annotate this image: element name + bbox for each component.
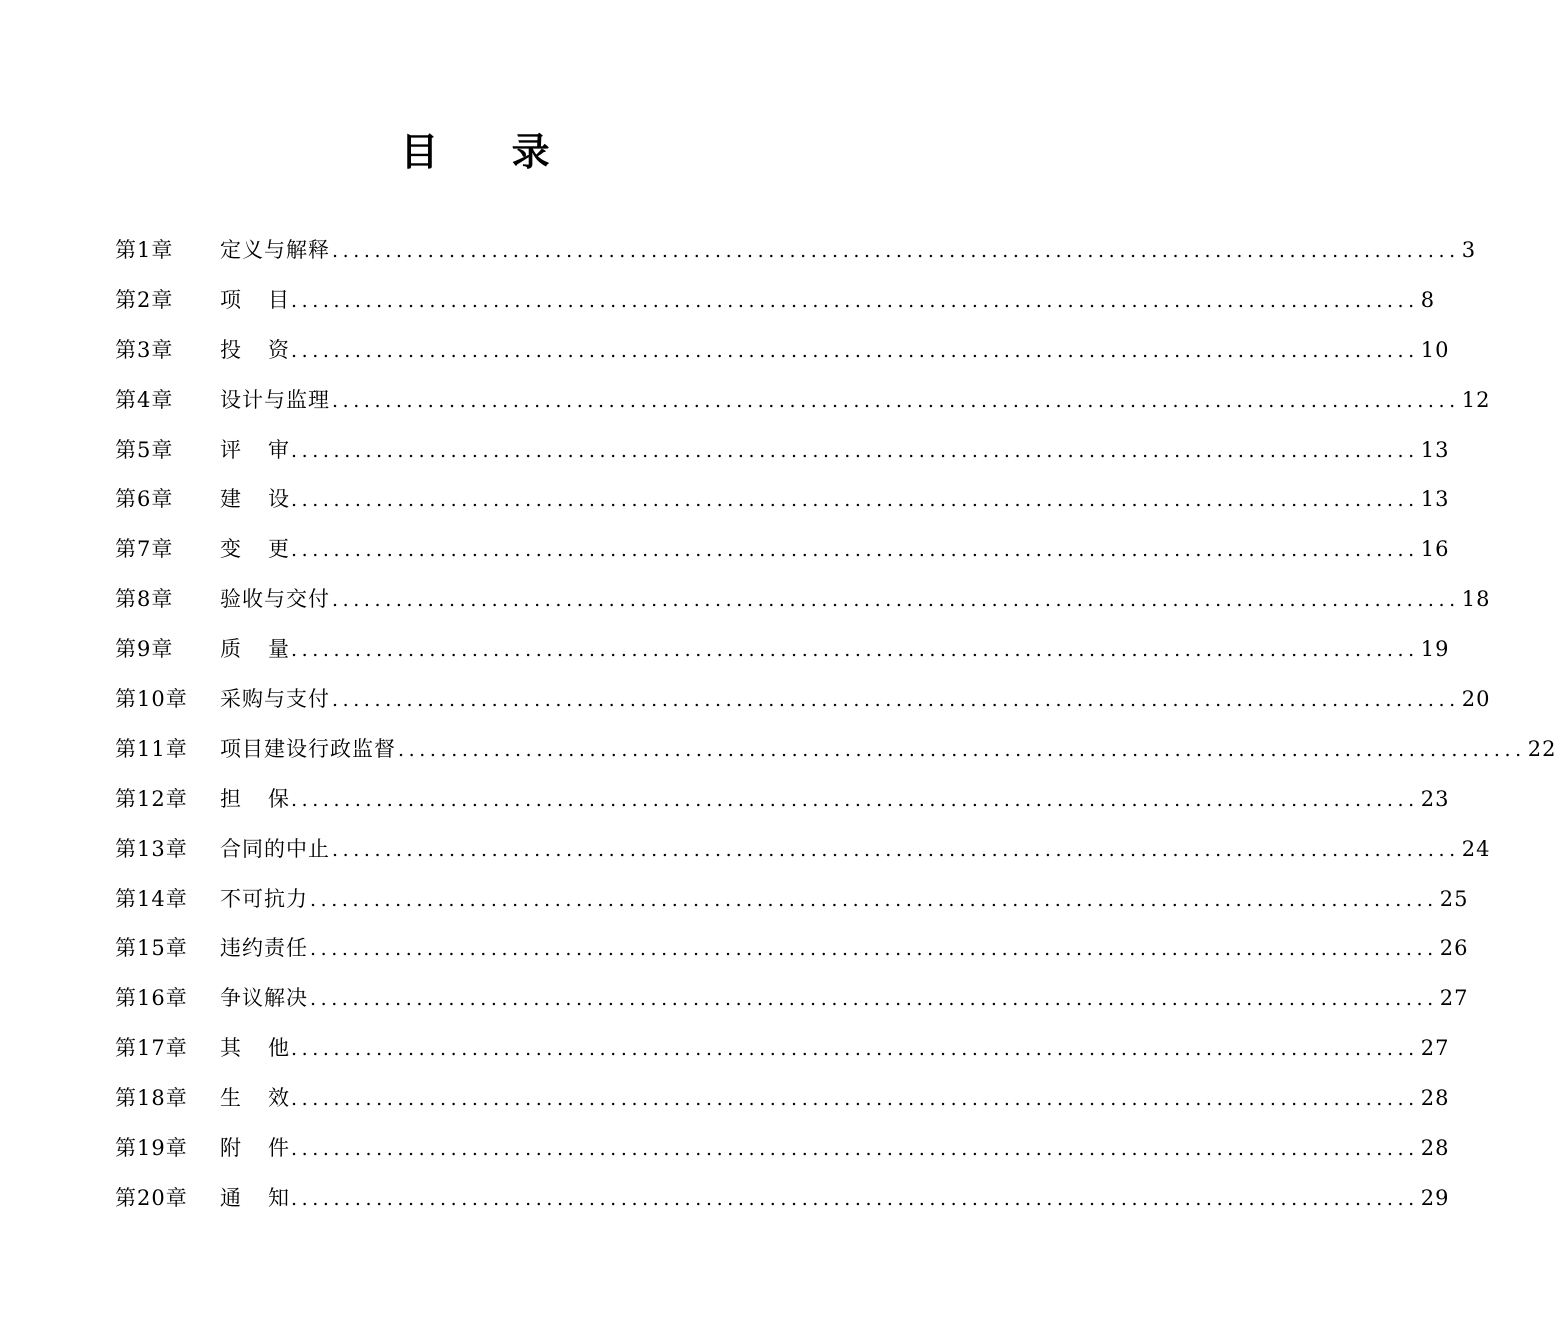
toc-dot-leader: .......................................................................................................... — [291, 788, 1419, 811]
toc-entry[interactable] — [115, 276, 1436, 326]
toc-entry[interactable] — [115, 875, 1469, 925]
toc-entry[interactable] — [115, 775, 1450, 825]
toc-page-number: 23 — [1420, 786, 1450, 811]
toc-entry[interactable] — [115, 1024, 1450, 1074]
toc-entry[interactable] — [115, 326, 1450, 376]
toc-chapter-number: 第17章 — [115, 1036, 188, 1061]
toc-page-number: 10 — [1420, 337, 1450, 362]
toc-chapter-title: 投资 — [220, 337, 316, 362]
toc-page-number: 8 — [1420, 287, 1436, 312]
toc-chapter-number: 第6章 — [115, 487, 174, 512]
toc-dot-leader: .......................................................................................................... — [291, 1187, 1419, 1210]
toc-page-number: 3 — [1461, 238, 1477, 262]
toc-chapter-title: 项目建设行政监督 — [220, 736, 396, 761]
toc-title: 目 录 — [400, 130, 580, 174]
toc-page-number: 18 — [1461, 587, 1491, 612]
toc-page-number: 26 — [1439, 936, 1469, 961]
toc-entry[interactable] — [115, 1174, 1450, 1224]
toc-dot-leader: .......................................................................................................... — [332, 689, 1460, 712]
toc-dot-leader: .......................................................................................................... — [291, 639, 1419, 662]
toc-chapter-title: 违约责任 — [220, 936, 308, 961]
toc-dot-leader: .......................................................................................................... — [332, 389, 1460, 412]
toc-dot-leader: .......................................................................................................... — [291, 339, 1419, 362]
toc-dot-leader: .......................................................................................................... — [291, 489, 1419, 512]
toc-chapter-title: 验收与交付 — [220, 587, 330, 612]
toc-page-number: 13 — [1420, 437, 1450, 462]
toc-chapter-number: 第11章 — [115, 736, 188, 761]
toc-chapter-title: 项目 — [220, 287, 316, 312]
toc-page-number: 24 — [1461, 836, 1491, 861]
toc-entry[interactable] — [115, 725, 1557, 775]
toc-dot-leader: .......................................................................................................... — [291, 439, 1419, 462]
toc-chapter-number: 第18章 — [115, 1086, 188, 1111]
toc-chapter-number: 第12章 — [115, 786, 188, 811]
toc-dot-leader: .......................................................................................................... — [332, 589, 1460, 612]
toc-chapter-title: 定义与解释 — [220, 238, 330, 262]
toc-chapter-title: 其他 — [220, 1036, 316, 1061]
toc-entry[interactable] — [115, 1124, 1450, 1174]
toc-chapter-title: 不可抗力 — [220, 886, 308, 911]
toc-chapter-title: 生效 — [220, 1086, 316, 1111]
toc-chapter-title: 附件 — [220, 1136, 316, 1161]
toc-page-number: 28 — [1420, 1086, 1450, 1111]
toc-chapter-number: 第14章 — [115, 886, 188, 911]
toc-entry[interactable] — [115, 924, 1469, 974]
toc-page-number: 22 — [1527, 736, 1557, 761]
toc-chapter-number: 第2章 — [115, 287, 174, 312]
toc-entry[interactable] — [115, 575, 1491, 625]
toc-chapter-number: 第3章 — [115, 337, 174, 362]
toc-chapter-number: 第20章 — [115, 1185, 188, 1210]
toc-dot-leader: .......................................................................................................... — [291, 1088, 1419, 1111]
toc-chapter-title: 采购与支付 — [220, 687, 330, 712]
toc-chapter-number: 第15章 — [115, 936, 188, 961]
toc-entry[interactable] — [115, 475, 1450, 525]
toc-page-number: 29 — [1420, 1185, 1450, 1210]
toc-entry[interactable] — [115, 525, 1450, 575]
toc-chapter-number: 第8章 — [115, 587, 174, 612]
toc-page-number: 28 — [1420, 1136, 1450, 1161]
toc-chapter-title: 担保 — [220, 786, 316, 811]
toc-entry[interactable] — [115, 426, 1450, 476]
toc-page-number: 19 — [1420, 637, 1450, 662]
toc-chapter-title: 通知 — [220, 1185, 316, 1210]
toc-chapter-title: 设计与监理 — [220, 387, 330, 412]
toc-chapter-title: 合同的中止 — [220, 836, 330, 861]
toc-entry[interactable] — [115, 675, 1491, 725]
toc-chapter-title: 建设 — [220, 487, 316, 512]
toc-page-number: 25 — [1439, 886, 1469, 911]
toc-chapter-number: 第13章 — [115, 836, 188, 861]
toc-dot-leader: .......................................................................................................... — [332, 838, 1460, 861]
toc-chapter-number: 第4章 — [115, 387, 174, 412]
toc-chapter-number: 第16章 — [115, 986, 188, 1011]
toc-chapter-title: 评审 — [220, 437, 316, 462]
toc-chapter-number: 第19章 — [115, 1136, 188, 1161]
toc-dot-leader: .......................................................................................................... — [310, 988, 1438, 1011]
toc-dot-leader: .......................................................................................................... — [291, 539, 1419, 562]
toc-page-number: 27 — [1439, 986, 1469, 1011]
toc-list — [115, 226, 1557, 1224]
toc-page-number: 20 — [1461, 687, 1491, 712]
toc-dot-leader: .......................................................................................................... — [291, 1038, 1419, 1061]
toc-page-number: 27 — [1420, 1036, 1450, 1061]
toc-chapter-title: 争议解决 — [220, 986, 308, 1011]
toc-chapter-number: 第7章 — [115, 537, 174, 562]
toc-chapter-number: 第5章 — [115, 437, 174, 462]
toc-dot-leader: .......................................................................................................... — [310, 888, 1438, 911]
toc-dot-leader: .......................................................................................................... — [291, 289, 1419, 312]
toc-dot-leader: .......................................................................................................... — [398, 738, 1526, 761]
toc-chapter-number: 第9章 — [115, 637, 174, 662]
toc-entry[interactable] — [115, 226, 1477, 276]
toc-entry[interactable] — [115, 376, 1491, 426]
toc-chapter-number: 第1章 — [115, 238, 174, 262]
toc-page-number: 16 — [1420, 537, 1450, 562]
toc-entry[interactable] — [115, 625, 1450, 675]
toc-dot-leader: .......................................................................................................... — [332, 240, 1460, 262]
toc-dot-leader: .......................................................................................................... — [310, 938, 1438, 961]
toc-dot-leader: .......................................................................................................... — [291, 1138, 1419, 1161]
toc-entry[interactable] — [115, 1074, 1450, 1124]
toc-chapter-title: 质量 — [220, 637, 316, 662]
toc-chapter-title: 变更 — [220, 537, 316, 562]
toc-entry[interactable] — [115, 974, 1469, 1024]
toc-entry[interactable] — [115, 825, 1491, 875]
toc-page-number: 13 — [1420, 487, 1450, 512]
toc-page-number: 12 — [1461, 387, 1491, 412]
toc-chapter-number: 第10章 — [115, 687, 188, 712]
